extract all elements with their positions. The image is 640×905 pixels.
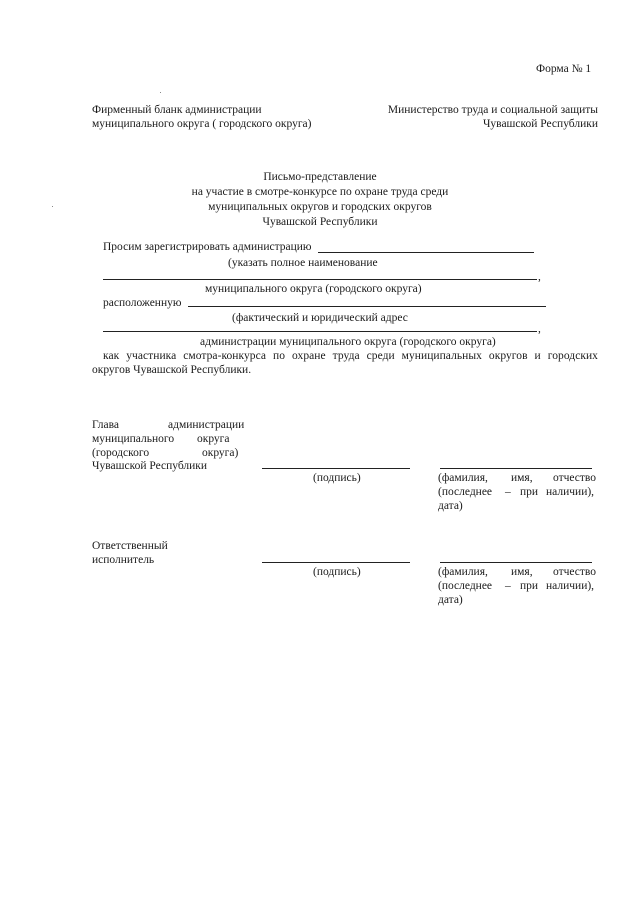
head-signature-hint: (подпись)	[313, 472, 361, 484]
municipal-district-hint: муниципального округа (городского округа)	[205, 283, 422, 295]
exec-name-hint-2b: –	[505, 580, 511, 592]
scan-speck	[160, 92, 161, 93]
address-field-cont[interactable]	[103, 331, 537, 332]
admin-name-field-cont[interactable]	[103, 279, 537, 280]
located-text: расположенную	[103, 297, 182, 309]
head-name-hint-1b: имя,	[511, 472, 533, 484]
register-text: Просим зарегистрировать администрацию	[103, 241, 312, 253]
scan-speck	[52, 206, 53, 207]
exec-name-hint-1a: (фамилия,	[438, 566, 488, 578]
head-name-hint-2a: (последнее	[438, 486, 493, 498]
title-line-3: муниципальных округов и городских округов	[208, 200, 432, 213]
title-line-1: Письмо-представление	[263, 171, 377, 183]
head-name-hint-2c: при	[520, 486, 539, 498]
head-name-field[interactable]	[440, 468, 592, 469]
exec-name-hint-2a: (последнее	[438, 580, 493, 592]
admin-name-field[interactable]	[318, 252, 534, 253]
title-line-4: Чувашской Республики	[262, 215, 378, 228]
letterhead-line-1: Фирменный бланк администрации	[92, 104, 262, 116]
exec-name-hint-2d: наличии),	[546, 580, 595, 592]
head-name-hint-1c: отчество	[553, 472, 597, 484]
head-role-word-2: администрации	[168, 419, 245, 431]
full-name-hint: (указать полное наименование	[228, 257, 378, 269]
recipient-line-1: Министерство труда и социальной защиты	[387, 104, 598, 116]
form-number: Форма № 1	[536, 63, 592, 75]
head-name-hint-2b: –	[505, 486, 511, 498]
address-hint: (фактический и юридический адрес	[232, 312, 408, 324]
exec-name-hint-1c: отчество	[553, 566, 597, 578]
title-line-2: на участие в смотре-конкурсе по охране труда среди	[191, 185, 449, 198]
head-role-word-7: Чувашской Республики	[92, 460, 208, 472]
head-role-word-4: округа	[197, 433, 230, 445]
address-field[interactable]	[188, 306, 546, 307]
comma: ,	[538, 323, 541, 335]
exec-role-line-1: Ответственный	[92, 540, 168, 552]
letterhead-line-2: муниципального округа ( городского округа)	[92, 118, 312, 130]
head-name-hint-2d: наличии),	[546, 486, 595, 498]
exec-signature-field[interactable]	[262, 562, 410, 563]
head-role-word-3: муниципального	[92, 433, 175, 445]
exec-signature-hint: (подпись)	[313, 566, 361, 578]
head-role-word-5: (городского	[92, 447, 150, 459]
exec-name-field[interactable]	[440, 562, 592, 563]
exec-name-hint-3: дата)	[438, 594, 463, 606]
recipient-line-2: Чувашской Республики	[482, 118, 598, 130]
exec-role-line-2: исполнитель	[92, 554, 155, 566]
participant-text-line-1: как участника смотра-конкурса по охране труда среди муниципальных округов и городских	[103, 350, 598, 362]
head-name-hint-1a: (фамилия,	[438, 472, 488, 484]
head-name-hint-3: дата)	[438, 500, 463, 512]
head-signature-field[interactable]	[262, 468, 410, 469]
participant-text-line-2: округов Чувашской Республики.	[92, 364, 252, 376]
head-role-word-6: округа)	[202, 447, 239, 459]
exec-name-hint-1b: имя,	[511, 566, 533, 578]
document-title	[150, 170, 490, 230]
administration-hint: администрации муниципального округа (городского округа)	[200, 336, 496, 348]
comma: ,	[538, 271, 541, 283]
exec-name-hint-2c: при	[520, 580, 539, 592]
head-role-word-1: Глава	[92, 419, 120, 431]
